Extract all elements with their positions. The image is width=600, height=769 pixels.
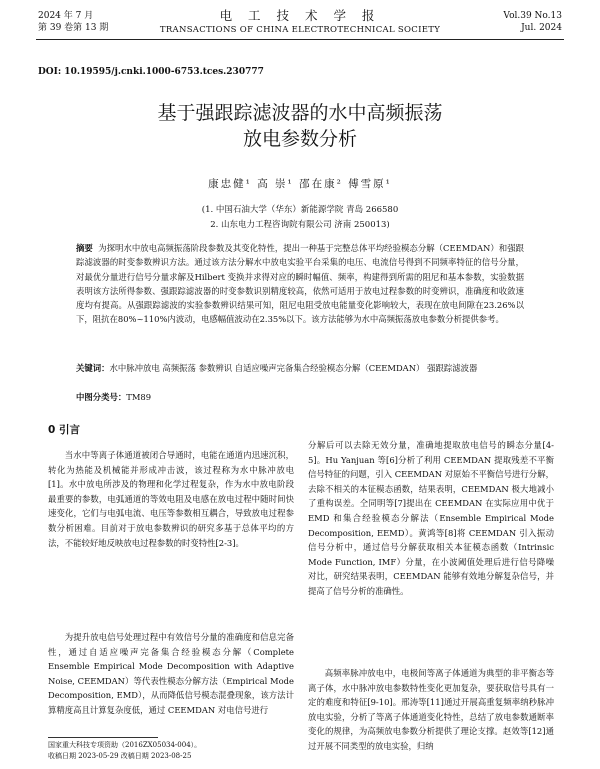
clc-number: [76, 391, 151, 403]
header-volume-cn: 第 39 卷第 13 期: [38, 23, 109, 33]
abstract-label: 摘要: [76, 243, 93, 253]
body-left-paragraph-1: 当水中等离子体通道被闭合导通时，电能在通道内迅速沉积，转化为热能及机械能并形成冲击波，该过程称为水中脉冲放电[1]。水中放电所涉及的物理和化学过程复杂，作为水中放电阶段最重要的参数，电弧通道的等效电阻及电感在放电过程中随时间快速变化，它们与电弧电流、电压等参数相互耦合，导致放电过程参数分析困难。目前对于放电参数辨识的研究多基于总体平均的方法，不能较好地反映放电过程参数的时变特性[2-3]。: [48, 450, 294, 548]
abstract-text: 为探明水中放电高频振荡阶段参数及其变化特性，提出一种基于完整总体平均经验模态分解（CEEMDAN）和强跟踪滤波器的时变参数辨识方法。通过该方法分解水中放电实验平台采集的电压、电流信号得到不同频率特征的信号分量，对最优分量进行信号分量求解及Hilbert 变换并求得对应的瞬时幅值、频率，构建得到所需的阻尼和基本参数，实验数据表明该方法所得参数、强跟踪滤波器的时变参数识别精度较高，依然可适用于放电过程参数的时变辨识，准确度和收敛速度均有提高。从强跟踪滤波的实验参数辨识结果可知，阻尼电阻受放电能量变化影响较大，表现在放电间隙在23.26%以下，阻抗在80%~110%内波动，电感幅值波动在2.35%以下。该方法能够为水中高频振荡放电参数分析提供参考。: [76, 243, 525, 325]
affiliation-1: (1. 中国石油大学（华东）新能源学院 青岛 266580: [201, 205, 399, 215]
footnote-dates: 收稿日期 2023-05-29 改稿日期 2023-08-25: [48, 752, 192, 760]
journal-title-en: TRANSACTIONS OF CHINA ELECTROTECHNICAL SOCIETY: [159, 25, 441, 35]
header-vol-en: Vol.39 No.13: [503, 11, 562, 21]
authors: 康忠健¹ 高 崇¹ 邵在康² 傅雪原¹: [208, 178, 392, 190]
header-right: [503, 10, 562, 34]
section-title: 0 引言: [48, 424, 80, 436]
doi[interactable]: DOI: 10.19595/j.cnki.1000-6753.tces.230777: [38, 67, 264, 77]
keywords-label: 关键词：: [76, 363, 110, 373]
footnote: [48, 740, 201, 762]
paper-title: [0, 100, 600, 152]
clc-label: 中图分类号：: [76, 392, 127, 402]
header-divider: [36, 39, 564, 40]
title-line-1: 基于强跟踪滤波器的水中高频振荡: [157, 102, 443, 124]
keywords: [76, 361, 524, 375]
title-line-2: 放电参数分析: [242, 128, 357, 150]
affiliations: [0, 203, 600, 233]
keywords-text: 水中脉冲放电 高频振荡 参数辨识 自适应噪声完备集合经验模态分解（CEEMDAN） 强跟踪滤波器: [109, 363, 478, 373]
clc-value: TM89: [126, 392, 152, 402]
affiliation-2: 2. 山东电力工程咨询院有限公司 济南 250013): [210, 220, 390, 230]
body-right-paragraph-1: 分解后可以去除无效分量，准确地提取放电信号的瞬态分量[4-5]。Hu Yanjuan 等[6]分析了利用 CEEMDAN 提取残差不平衡信号特征的问题，引入 CEEMDAN 对原始不平衡信号进行分解，去除不相关的本征模态函数，结果表明，CEEMDAN 极大地减小了重构误差。仝同明等[7]提出在 CEEMDAN 在实际应用中优于 EMD 和集合经验模态分解法（Ensemble Empirical Mode Decomposition, EEMD）。黄鸿等[8]将 CEEMDAN 引入振动信号分析中，通过信号分解获取相关本征模态函数（Intrinsic Mode Function, IMF）分量，在小波阈值处理后进行信号降噪对比，研究结果表明，CEEMDAN 能够有效地分解复杂信号，并提高了信号分析的准确性。: [308, 440, 554, 596]
journal-title-cn: 电 工 技 术 学 报: [219, 8, 381, 23]
header-month-en: Jul. 2024: [521, 23, 562, 33]
body-right-paragraph-2: 高频率脉冲放电中，电极间等离子体通道为典型的非平衡态等离子体，水中脉冲放电参数特性变化更加复杂，要获取信号具有一定的难度和特征[9-10]。邢涛等[11]通过开展高重复频率纳秒脉冲放电实验，分析了等离子体通道变化特性，总结了放电参数通断率变化的规律，为高频放电参数分析提供了理论支撑。赵效等[12]通过开展不同类型的放电实验，归纳: [308, 668, 554, 751]
abstract: [76, 241, 524, 327]
header-date: 2024 年 7 月: [38, 11, 94, 21]
footnote-divider: [48, 737, 158, 738]
footnote-fund: 国家重大科技专项资助（2016ZX05034-004）。: [48, 741, 202, 749]
body-left-paragraph-2: 为提升放电信号处理过程中有效信号分量的准确度和信息完备性，通过自适应噪声完备集合经验模态分解（Complete Ensemble Empirical Mode Decomposition with Adaptive Noise, CEEMDAN）等代表性模态分解方法（Empirical Mode Decomposition, EMD），从而降低信号模态混叠现象，该方法计算精度高且计算复杂度低，通过 CEEMDAN 对电信号进行: [48, 632, 294, 715]
